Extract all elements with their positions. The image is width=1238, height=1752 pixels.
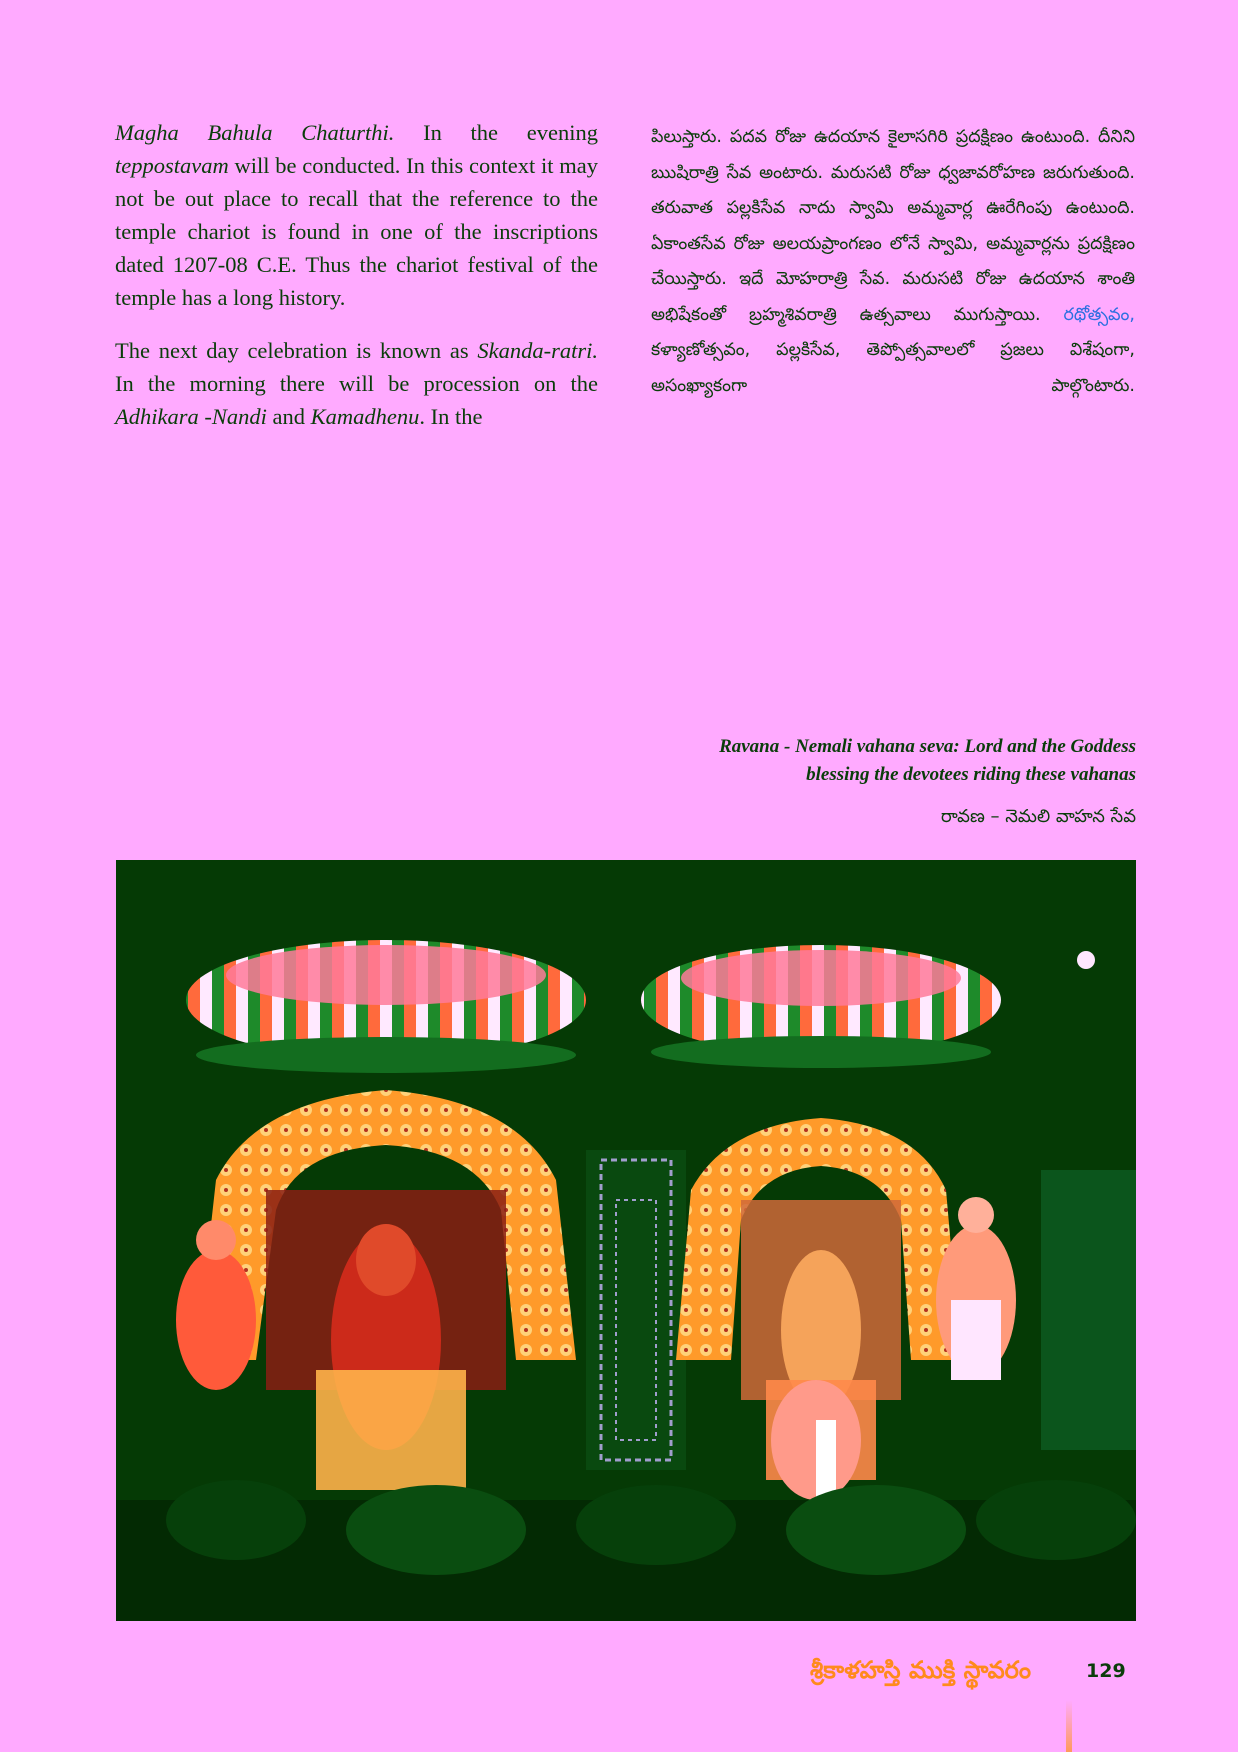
italic-phrase: Kamadhenu: [310, 404, 420, 429]
telugu-highlighted-word: రథోత్సవం,: [1063, 304, 1135, 325]
text-run: In the evening: [394, 120, 598, 145]
photo-caption-telugu: రావణ – నెమలి వాహన సేవ: [940, 806, 1136, 827]
left-umbrella: [186, 940, 586, 1073]
temple-tower: [586, 1150, 686, 1470]
crowd: [116, 1480, 1136, 1621]
book-title-footer: శ్రీకాళహస్తి ముక్తి స్థావరం: [810, 1656, 1032, 1684]
caption-line: blessing the devotees riding these vahanas: [806, 764, 1136, 785]
page-edge-accent: [1066, 1700, 1072, 1752]
text-run: and: [266, 404, 311, 429]
english-paragraph-2: [115, 334, 598, 433]
vahana-procession-image: [116, 860, 1136, 1621]
italic-phrase: Magha Bahula Chaturthi.: [115, 120, 395, 145]
italic-phrase: teppostavam: [115, 153, 229, 178]
italic-phrase: Skanda-ratri.: [477, 338, 598, 363]
signboard: [1041, 1170, 1136, 1450]
text-run: In the morning there will be procession on the: [115, 371, 598, 396]
festival-photo: [116, 860, 1136, 1621]
telugu-text-run: పిలుస్తారు. పదవ రోజు ఉదయాన కైలాసగిరి ప్రదక్షిణం ఉంటుంది. దీనిని ఋషిరాత్రి సేవ అంటారు. మరుసటి రోజు ధ్వజావరోహణ జరుగుతుంది. తరువాత పల్లకిసేవ నాదు స్వామి అమ్మవార్ల ఊరేగింపు ఉంటుంది. ఏకాంతసేవ రోజు అలయప్రాంగణం లోనే స్వామి, అమ్మవార్లను ప్రదక్షిణం చేయిస్తారు. ఇదే మోహరాత్రి సేవ. మరుసటి రోజు ఉదయాన శాంతి అభిషేకంతో బ్రహ్మశివరాత్రి ఉత్సవాలు ముగుస్తాయి.: [651, 127, 1135, 325]
italic-phrase: Adhikara -Nandi: [115, 404, 267, 429]
text-run: The next day celebration is known as: [115, 338, 478, 363]
english-paragraph-1: [115, 116, 598, 314]
page-number: 129: [1086, 1660, 1126, 1682]
text-run: will be conducted. In this context it may not be out place to recall that the reference to the temple chariot is found in one of the inscriptions dated 1207-08 C.E. Thus the chariot festival of the temple has a long history.: [115, 153, 598, 310]
telugu-text-run: కళ్యాణోత్సవం, పల్లకిసేవ, తెప్పోత్సవాలలో ప్రజలు విశేషంగా, అసంఖ్యాకంగా పాల్గొంటారు.: [651, 340, 1135, 396]
caption-line: Ravana - Nemali vahana seva: Lord and the Goddess: [719, 736, 1136, 757]
english-text-column: [115, 116, 598, 453]
telugu-text-column: [651, 120, 1135, 404]
text-run: . In the: [419, 404, 483, 429]
photo-caption-english: [576, 733, 1136, 789]
right-umbrella: [641, 945, 1001, 1068]
light-glow: [1077, 951, 1095, 969]
